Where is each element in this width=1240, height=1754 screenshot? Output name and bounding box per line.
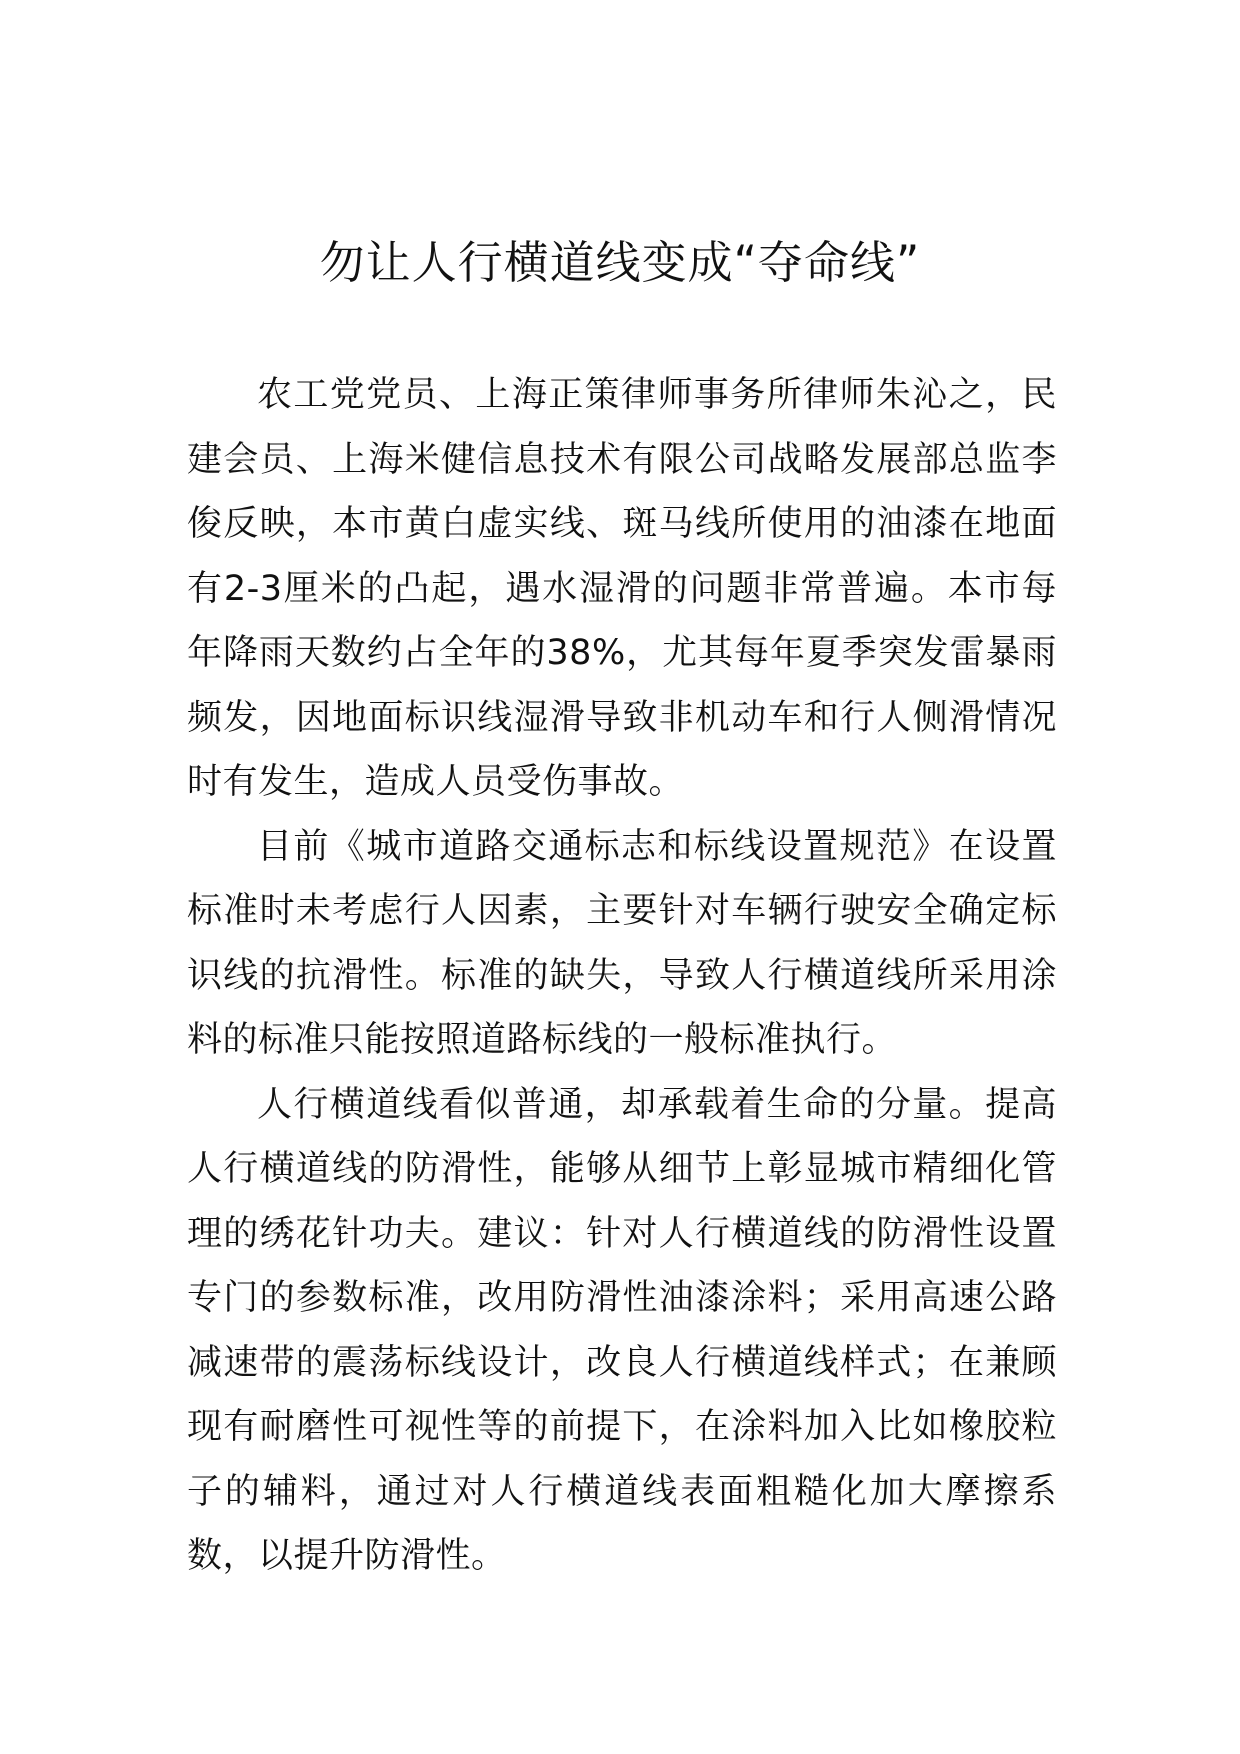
paragraph-1: 农工党党员、上海正策律师事务所律师朱沁之，民建会员、上海米健信息技术有限公司战略发展部总监李俊反映，本市黄白虚实线、斑马线所使用的油漆在地面有2-3厘米的凸起，遇水湿滑的问题非常普遍。本市每年降雨天数约占全年的38%，尤其每年夏季突发雷暴雨频发，因地面标识线湿滑导致非机动车和行人侧滑情况时有发生，造成人员受伤事故。: [187, 375, 1057, 802]
document-body: [187, 363, 1057, 1589]
document-title: 勿让人行横道线变成“夺命线”: [319, 236, 921, 289]
paragraph-3: 人行横道线看似普通，却承载着生命的分量。提高人行横道线的防滑性，能够从细节上彰显城市精细化管理的绣花针功夫。建议：针对人行横道线的防滑性设置专门的参数标准，改用防滑性油漆涂料；采用高速公路减速带的震荡标线设计，改良人行横道线样式；在兼顾现有耐磨性可视性等的前提下，在涂料加入比如橡胶粒子的辅料，通过对人行横道线表面粗糙化加大摩擦系数，以提升防滑性。: [187, 1084, 1057, 1576]
paragraph-2: 目前《城市道路交通标志和标线设置规范》在设置标准时未考虑行人因素，主要针对车辆行驶安全确定标识线的抗滑性。标准的缺失，导致人行横道线所采用涂料的标准只能按照道路标线的一般标准执行。: [187, 826, 1057, 1060]
